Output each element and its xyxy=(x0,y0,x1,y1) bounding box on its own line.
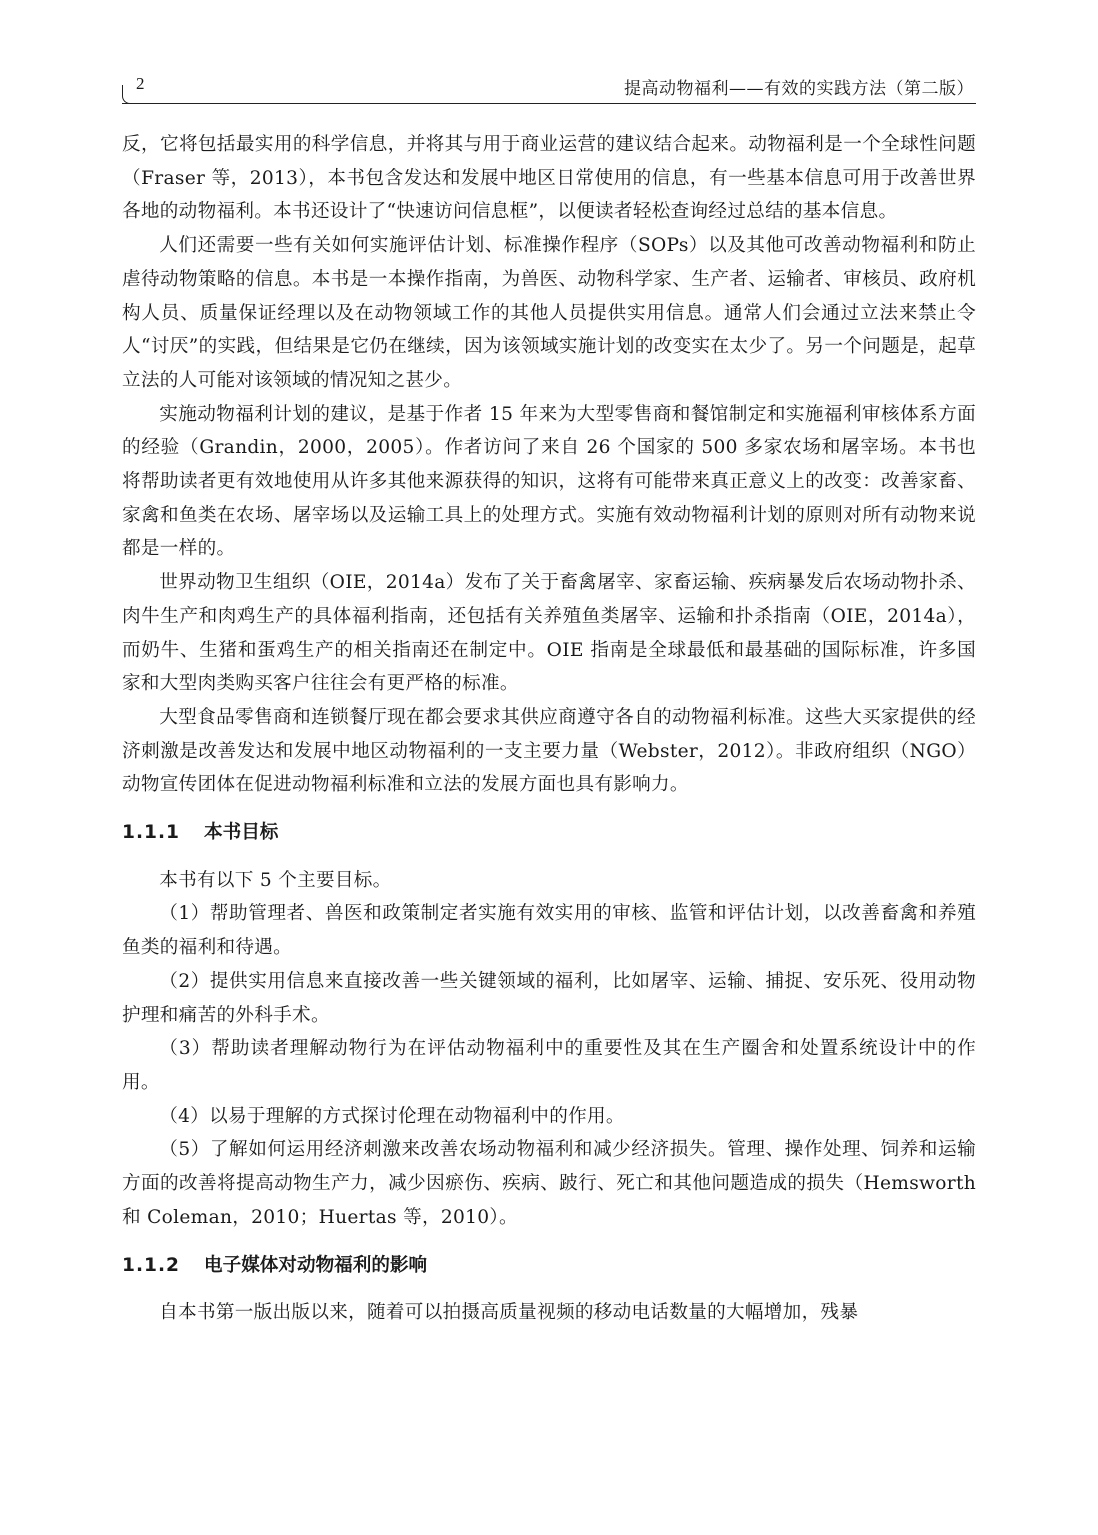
page-number: 2 xyxy=(136,74,145,93)
paragraph: 反，它将包括最实用的科学信息，并将其与用于商业运营的建议结合起来。动物福利是一个全球性问题（Fraser 等，2013），本书包含发达和发展中地区日常使用的信息，有一些基本信息可用于改善世界各地的动物福利。本书还设计了“快速访问信息框”，以便读者轻松查询经过总结的基本信息。 xyxy=(122,134,976,223)
section-heading-electronic-media xyxy=(122,1249,976,1283)
section-heading-objectives xyxy=(122,816,976,850)
paragraph: 本书有以下 5 个主要目标。 xyxy=(159,869,392,891)
paragraph: 大型食品零售商和连锁餐厅现在都会要求其供应商遵守各自的动物福利标准。这些大买家提供的经济刺激是改善发达和发展中地区动物福利的一支主要力量（Webster，2012）。非政府组织（NGO）动物宣传团体在促进动物福利标准和立法的发展方面也具有影响力。 xyxy=(122,706,976,796)
paragraph: 自本书第一版出版以来，随着可以拍摄高质量视频的移动电话数量的大幅增加，残暴 xyxy=(159,1302,859,1324)
running-title: 提高动物福利——有效的实践方法（第二版） xyxy=(624,79,974,99)
header-rule xyxy=(122,103,976,104)
list-item: （4）以易于理解的方式探讨伦理在动物福利中的作用。 xyxy=(159,1105,625,1127)
section-title: 电子媒体对动物福利的影响 xyxy=(204,1254,428,1276)
list-item: （1）帮助管理者、兽医和政策制定者实施有效实用的审核、监管和评估计划，以改善畜禽和养殖鱼类的福利和待遇。 xyxy=(122,903,976,959)
page-body xyxy=(122,128,976,1330)
paragraph: 人们还需要一些有关如何实施评估计划、标准操作程序（SOPs）以及其他可改善动物福利和防止虐待动物策略的信息。本书是一本操作指南，为兽医、动物科学家、生产者、运输者、审核员、政府机构人员、质量保证经理以及在动物领域工作的其他人员提供实用信息。通常人们会通过立法来禁止令人“讨厌”的实践，但结果是它仍在继续，因为该领域实施计划的改变实在太少了。另一个问题是，起草立法的人可能对该领域的情况知之甚少。 xyxy=(122,235,976,391)
section-title: 本书目标 xyxy=(204,822,279,844)
paragraph: 实施动物福利计划的建议，是基于作者 15 年来为大型零售商和餐馆制定和实施福利审核体系方面的经验（Grandin，2000，2005）。作者访问了来自 26 个国家的 500 多家农场和屠宰场。本书也将帮助读者更有效地使用从许多其他来源获得的知识，这将有可能带来真正意义上的改变：改善家畜、家禽和鱼类在农场、屠宰场以及运输工具上的处理方式。实施有效动物福利计划的原则对所有动物来说都是一样的。 xyxy=(122,403,976,560)
page-header xyxy=(122,70,976,104)
list-item: （5）了解如何运用经济刺激来改善农场动物福利和减少经济损失。管理、操作处理、饲养和运输方面的改善将提高动物生产力，减少因瘀伤、疾病、跛行、死亡和其他问题造成的损失（Hemsworth 和 Coleman，2010；Huertas 等，2010）。 xyxy=(122,1139,976,1228)
paragraph: 世界动物卫生组织（OIE，2014a）发布了关于畜禽屠宰、家畜运输、疾病暴发后农场动物扑杀、肉牛生产和肉鸡生产的具体福利指南，还包括有关养殖鱼类屠宰、运输和扑杀指南（OIE，2014a），而奶牛、生猪和蛋鸡生产的相关指南还在制定中。OIE 指南是全球最低和最基础的国际标准，许多国家和大型肉类购买客户往往会有更严格的标准。 xyxy=(122,572,976,695)
header-corner-mark xyxy=(122,85,131,104)
list-item: （2）提供实用信息来直接改善一些关键领域的福利，比如屠宰、运输、捕捉、安乐死、役用动物护理和痛苦的外科手术。 xyxy=(122,970,976,1026)
list-item: （3）帮助读者理解动物行为在评估动物福利中的重要性及其在生产圈舍和处置系统设计中的作用。 xyxy=(122,1038,976,1093)
section-number: 1.1.1 xyxy=(122,822,180,844)
section-number: 1.1.2 xyxy=(122,1254,180,1276)
